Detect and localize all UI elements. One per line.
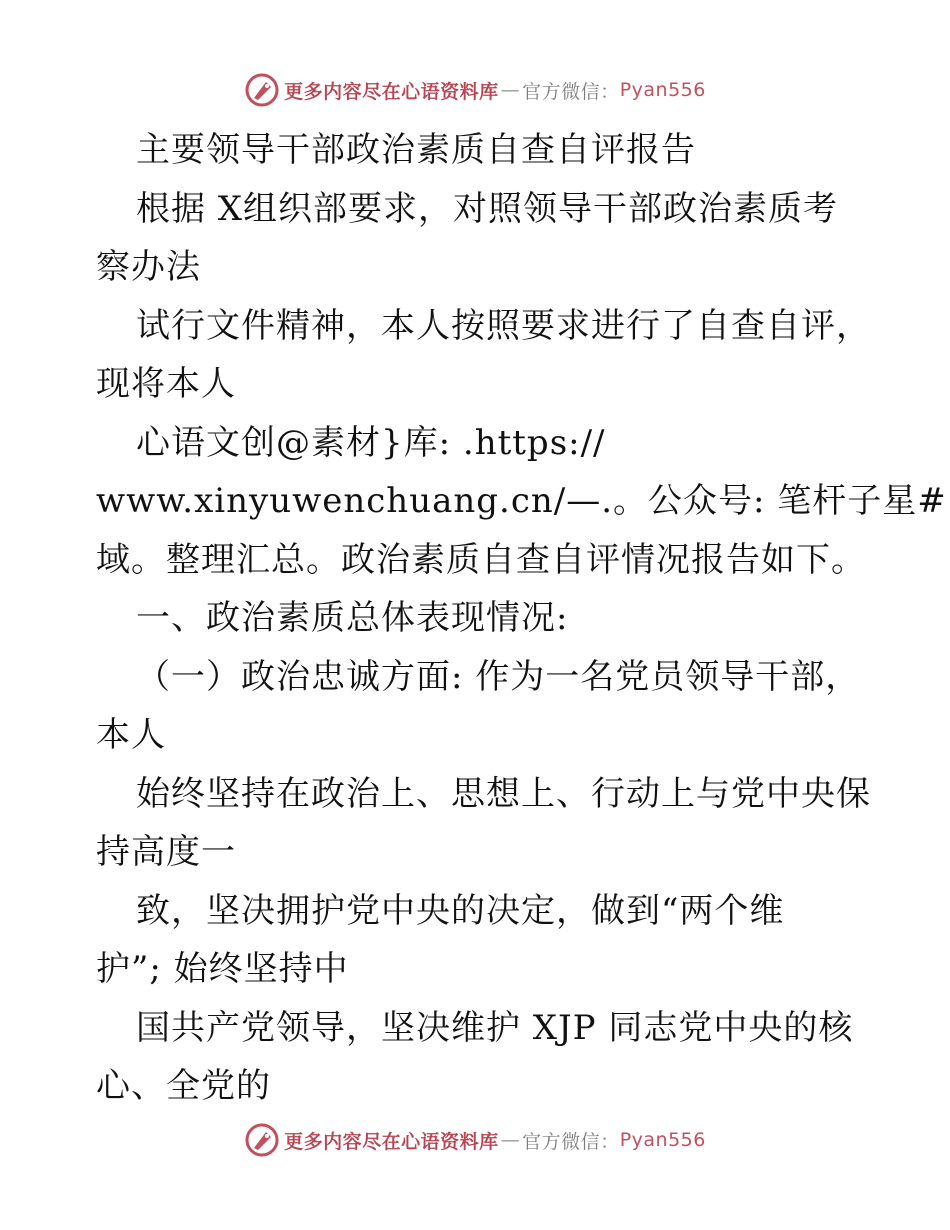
text-line: 根据 X组织部要求，对照领导干部政治素质考 [136, 188, 839, 229]
banner-separator: — [500, 1129, 521, 1151]
text-line: 现将本人 [96, 364, 236, 404]
pen-nib-logo-icon [244, 1122, 280, 1158]
text-line: 国共产党领导，坚决维护 XJP 同志党中央的核 [136, 1007, 854, 1048]
banner-handle: Pyan556 [619, 1129, 706, 1151]
banner-handle: Pyan556 [619, 79, 706, 101]
text-line: 本人 [96, 715, 166, 755]
banner-wechat-label: 官方微信： [522, 1130, 620, 1153]
text-line: 察办法 [96, 247, 201, 287]
section-heading: 一、政治素质总体表现情况: [136, 598, 569, 638]
text-line: 心、全党的 [96, 1066, 271, 1106]
text-line: 域。整理汇总。政治素质自查自评情况报告如下。 [96, 539, 866, 580]
text-line: www.xinyuwenchuang.cn/—.。公众号: 笔杆子星# [96, 481, 947, 521]
document-title: 主要领导干部政治素质自查自评报告 [136, 130, 696, 170]
text-line: 持高度一 [96, 832, 236, 872]
header-banner [0, 70, 950, 110]
banner-brand: 更多内容尽在心语资料库 [284, 80, 499, 103]
text-line: 始终坚持在政治上、思想上、行动上与党中央保 [136, 773, 871, 814]
footer-banner [0, 1120, 950, 1160]
banner-brand: 更多内容尽在心语资料库 [284, 1130, 499, 1153]
document-body [96, 121, 947, 1116]
text-line: 致，坚决拥护党中央的决定，做到“两个维 [136, 890, 785, 931]
text-line: （一）政治忠诚方面: 作为一名党员领导干部， [136, 656, 861, 697]
banner-wechat-label: 官方微信： [522, 80, 620, 103]
text-line: 心语文创@素材}库: .https:// [136, 422, 606, 463]
banner-separator: — [500, 79, 521, 101]
text-line: 试行文件精神，本人按照要求进行了自查自评， [136, 305, 871, 346]
text-line: 护”; 始终坚持中 [96, 949, 349, 989]
pen-nib-logo-icon [244, 72, 280, 108]
